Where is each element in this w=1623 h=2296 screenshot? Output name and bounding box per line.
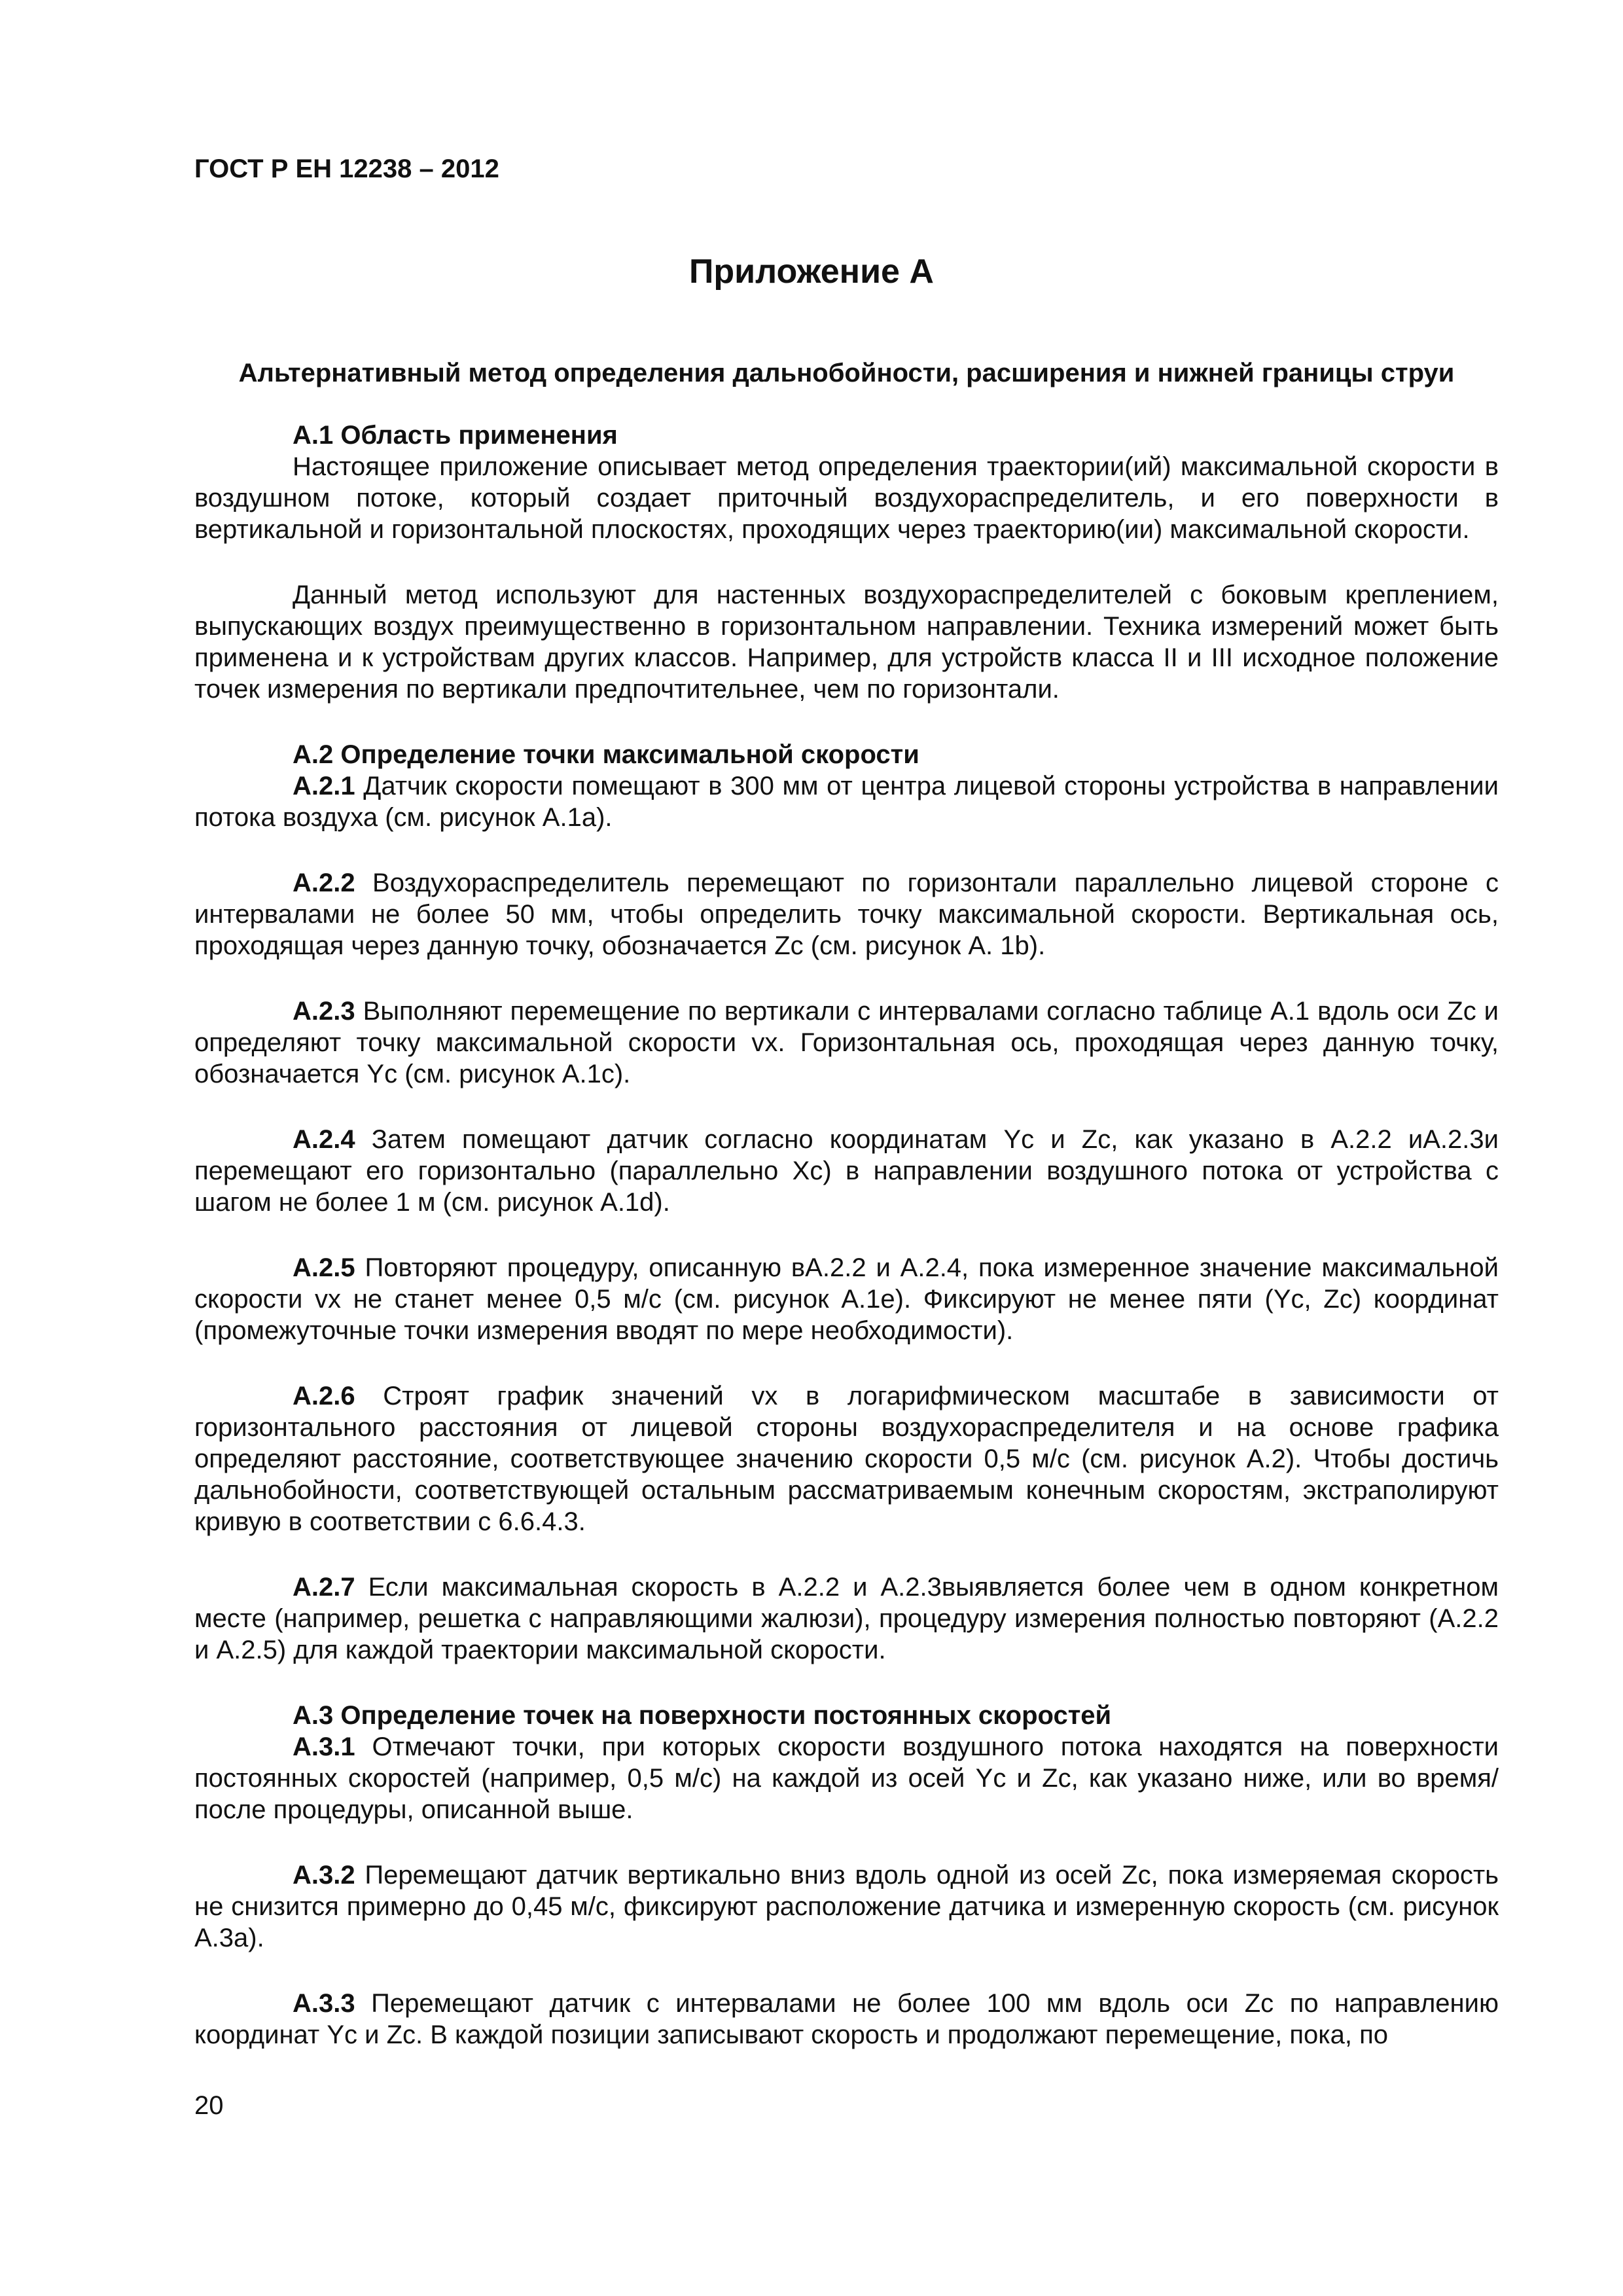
section-heading-a2: А.2 Определение точки максимальной скорости <box>293 740 919 769</box>
clause-number: А.3.3 <box>293 1989 355 2018</box>
paragraph-a1-2: Данный метод используют для настенных воздухораспределителей с боковым креплением, выпускающих воздух преимущественно в горизонтальном направлении. Техника измерений может быть применена и к устройствам других классов. Например, для устройств класса II и III исходное положение точек измерения по вертикали предпочтительнее, чем по горизонтали. <box>194 581 1499 704</box>
section-heading-a3: А.3 Определение точек на поверхности постоянных скоростей <box>293 1701 1112 1730</box>
document-code: ГОСТ Р ЕН 12238 – 2012 <box>194 154 499 183</box>
clause-number: А.3.2 <box>293 1861 355 1890</box>
section-heading-a1: А.1 Область применения <box>293 421 618 450</box>
clause-text: Затем помещают датчик согласно координатам Yc и Zc, как указано в А.2.2 иА.2.3и перемещают его горизонтально (параллельно Xc) в направлении воздушного потока от устройства с шагом не более 1 м (см. рисунок А.1d). <box>194 1125 1499 1217</box>
clause-a3-1 <box>194 1731 1499 1825</box>
appendix-title: Приложение А <box>689 253 934 291</box>
clause-a2-6 <box>194 1380 1499 1537</box>
clause-text: Повторяют процедуру, описанную вА.2.2 и А.2.4, пока измеренное значение максимальной скорости vx не станет менее 0,5 м/с (см. рисунок А.1е). Фиксируют не менее пяти (Yc, Zc) координат (промежуточные точки измерения вводят по мере необходимости). <box>194 1253 1499 1345</box>
paragraph-a1-1: Настоящее приложение описывает метод определения траектории(ий) максимальной скорости в воздушном потоке, который создает приточный воздухораспределитель, и его поверхности в вертикальной и горизонтальной плоскостях, проходящих через траекторию(ии) максимальной скорости. <box>194 452 1499 544</box>
clause-number: А.2.6 <box>293 1382 355 1410</box>
clause-text: Строят график значений vx в логарифмическом масштабе в зависимости от горизонтального расстояния от лицевой стороны воздухораспределителя и на основе графика определяют расстояние, соответствующее значению скорости 0,5 м/с (см. рисунок А.2). Чтобы достичь дальнобойности, соответствующей остальным рассматриваемым конечным скоростям, экстраполируют кривую в соответствии с 6.6.4.3. <box>194 1382 1499 1536</box>
clause-text: Если максимальная скорость в А.2.2 и А.2.3выявляется более чем в одном конкретном месте (например, решетка с направляющими жалюзи), процедуру измерения полностью повторяют (А.2.2 и А.2.5) для каждой траектории максимальной скорости. <box>194 1573 1499 1664</box>
clause-number: А.2.2 <box>293 869 355 897</box>
clause-text: Выполняют перемещение по вертикали с интервалами согласно таблице А.1 вдоль оси Zc и определяют точку максимальной скорости vx. Горизонтальная ось, проходящая через данную точку, обозначается Yc (см. рисунок А.1с). <box>194 997 1499 1088</box>
clause-a2-3 <box>194 996 1499 1090</box>
clause-a3-2 <box>194 1859 1499 1954</box>
clause-number: А.3.1 <box>293 1732 355 1761</box>
clause-text: Датчик скорости помещают в 300 мм от центра лицевой стороны устройства в направлении потока воздуха (см. рисунок А.1а). <box>194 772 1499 832</box>
clause-number: А.2.5 <box>293 1253 355 1282</box>
clause-a2-4 <box>194 1124 1499 1218</box>
clause-text: Отмечают точки, при которых скорости воздушного потока находятся на поверхности постоянных скоростей (например, 0,5 м/с) на каждой из осей Yc и Zc, как указано ниже, или во время/после процедуры, описанной выше. <box>194 1732 1499 1824</box>
clause-a3-3 <box>194 1988 1499 2051</box>
clause-text: Перемещают датчик вертикально вниз вдоль одной из осей Zc, пока измеряемая скорость не снизится примерно до 0,45 м/с, фиксируют расположение датчика и измеренную скорость (см. рисунок А.3а). <box>194 1861 1499 1952</box>
page-number: 20 <box>194 2091 224 2120</box>
clause-number: А.2.4 <box>293 1125 355 1154</box>
clause-text: Перемещают датчик с интервалами не более 100 мм вдоль оси Zc по направлению координат Yc и Zc. В каждой позиции записывают скорость и продолжают перемещение, пока, по <box>194 1989 1499 2049</box>
clause-a2-1 <box>194 770 1499 833</box>
clause-number: А.2.3 <box>293 997 355 1026</box>
document-body <box>194 420 1499 2051</box>
clause-number: А.2.1 <box>293 772 355 800</box>
clause-a2-5 <box>194 1252 1499 1346</box>
clause-a2-2 <box>194 867 1499 961</box>
appendix-subtitle: Альтернативный метод определения дальнобойности, расширения и нижней границы струи <box>238 359 1455 387</box>
clause-a2-7 <box>194 1571 1499 1666</box>
clause-text: Воздухораспределитель перемещают по горизонтали параллельно лицевой стороне с интервалами не более 50 мм, чтобы определить точку максимальной скорости. Вертикальная ось, проходящая через данную точку, обозначается Zc (см. рисунок А. 1b). <box>194 869 1499 960</box>
clause-number: А.2.7 <box>293 1573 355 1602</box>
